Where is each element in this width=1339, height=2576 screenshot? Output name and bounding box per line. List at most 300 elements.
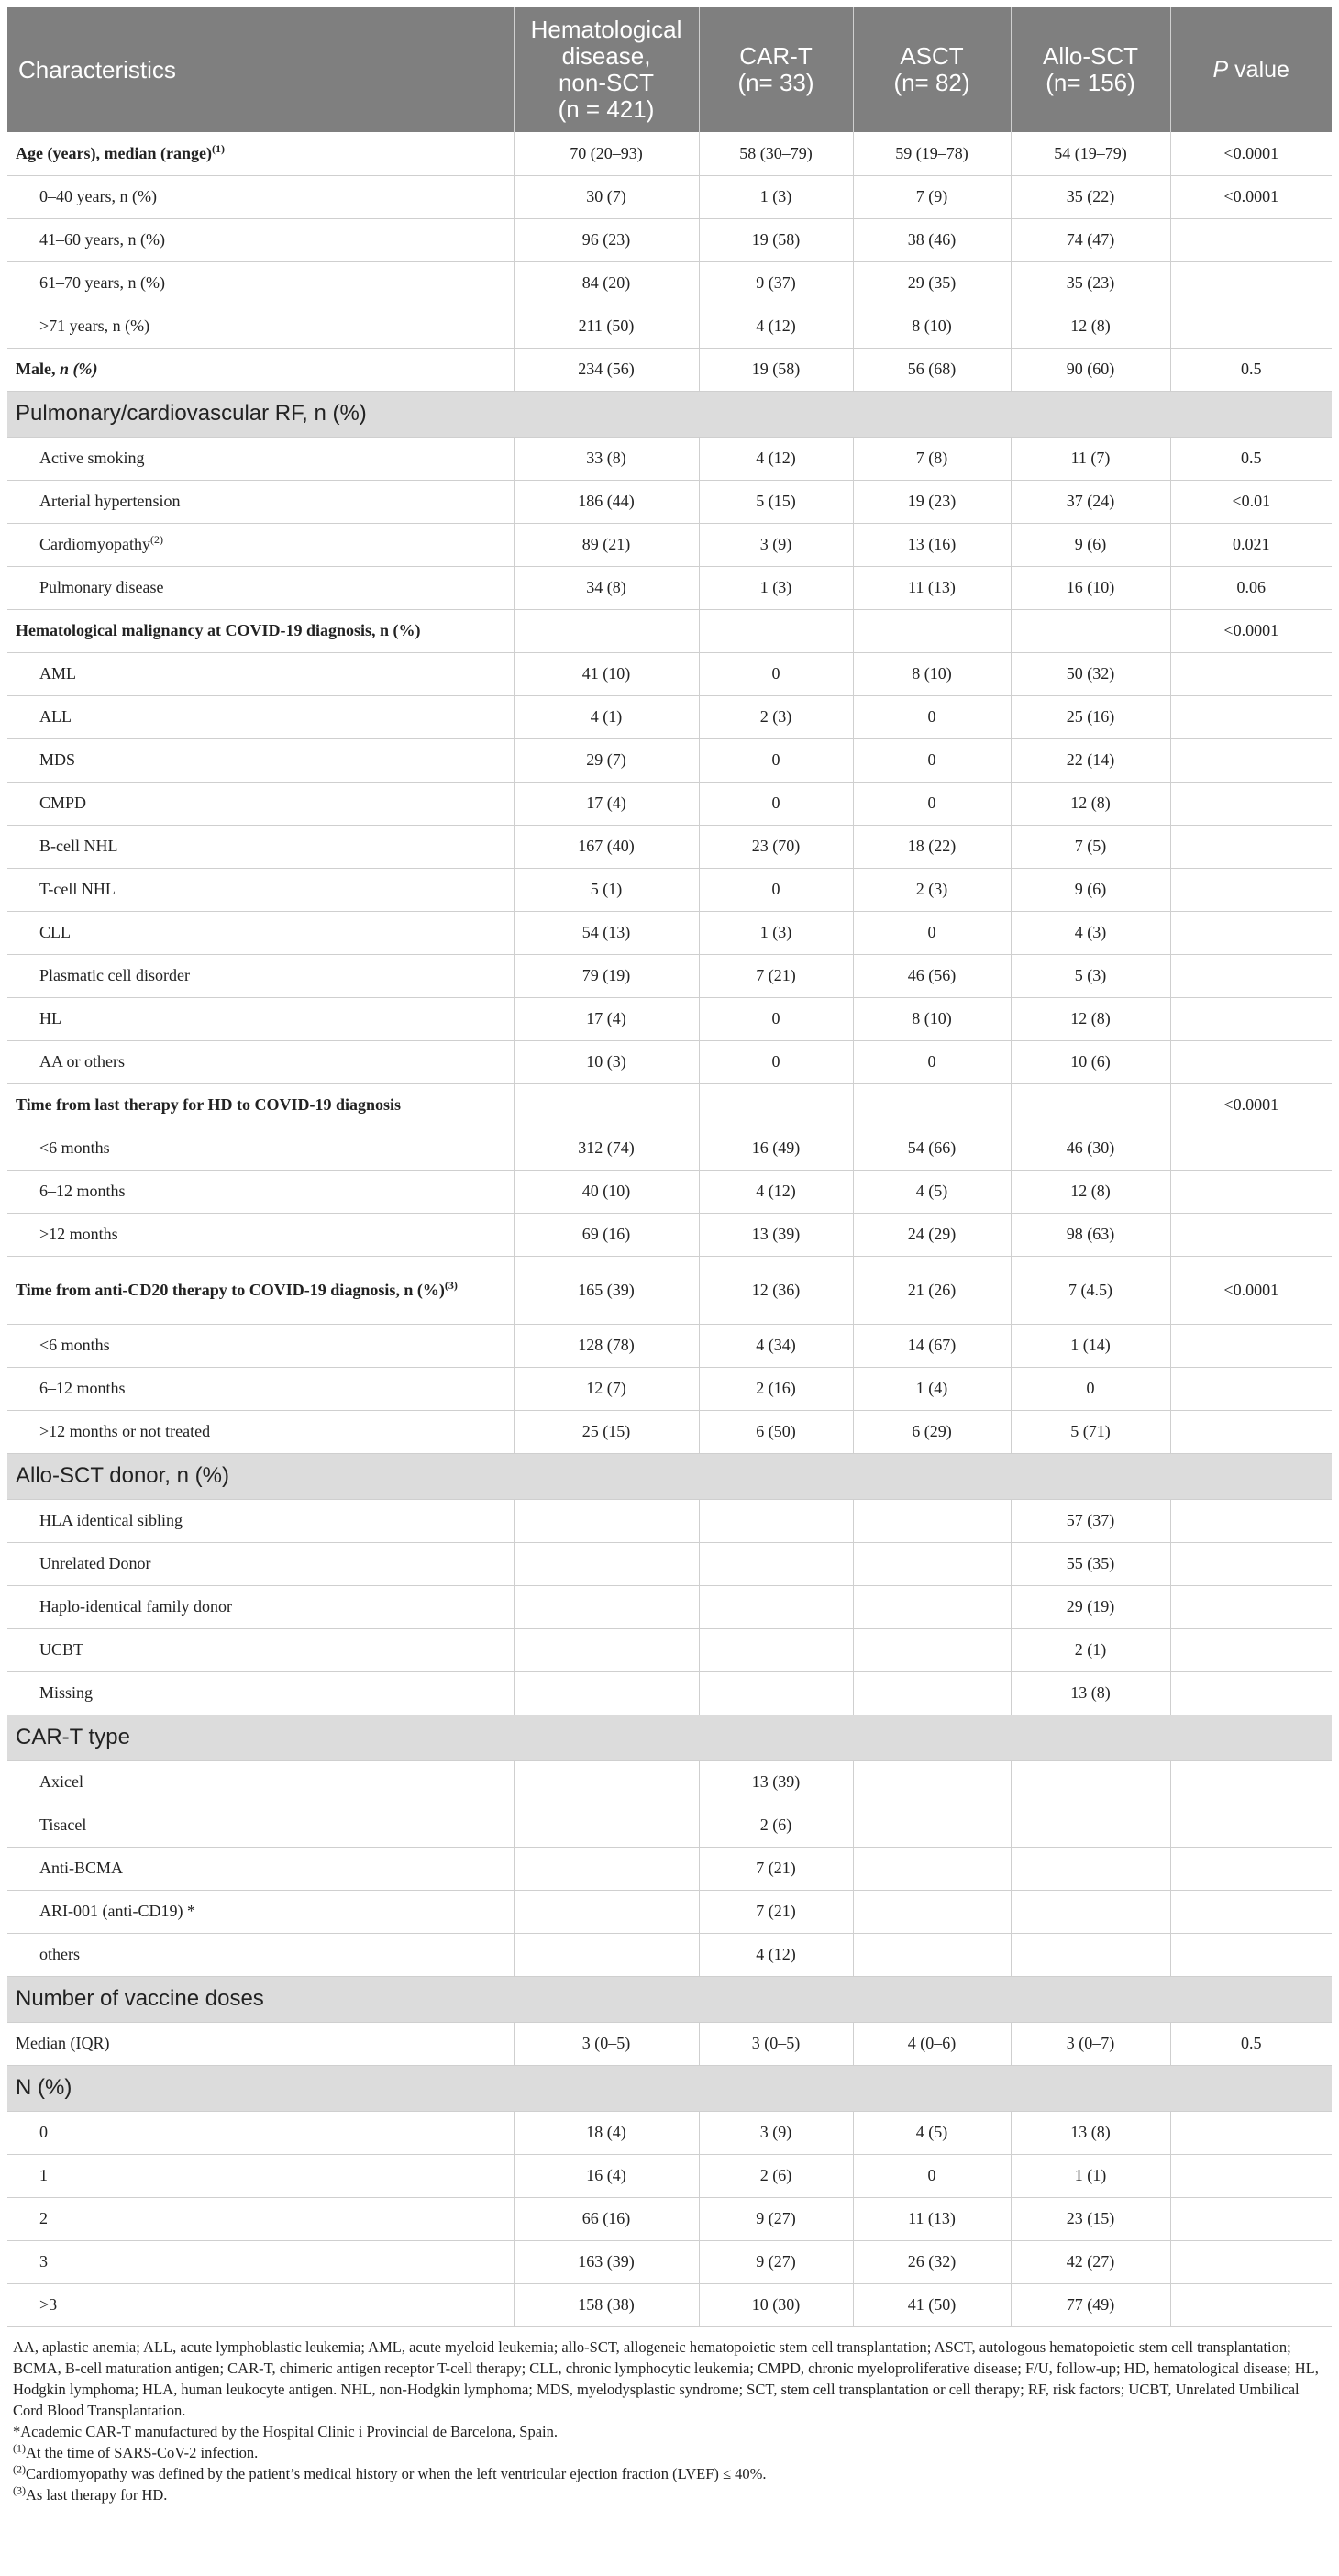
row-label-text: <6 months xyxy=(39,1138,110,1157)
cell-asct: 4 (5) xyxy=(853,1170,1011,1213)
table-row xyxy=(7,1213,1332,1256)
cell-asct xyxy=(853,1671,1011,1715)
row-label xyxy=(7,1127,514,1170)
footnote-3 xyxy=(13,2484,1326,2505)
cell-asct: 0 xyxy=(853,911,1011,954)
cell-allo-sct: 35 (23) xyxy=(1011,261,1170,305)
cell-allo-sct: 77 (49) xyxy=(1011,2283,1170,2326)
header-allo-line: (n= 156) xyxy=(1046,69,1135,96)
cell-non-sct: 69 (16) xyxy=(514,1213,699,1256)
row-label-text: CMPD xyxy=(39,794,87,812)
row-label xyxy=(7,2154,514,2197)
header-non-sct-line: (n = 421) xyxy=(558,95,655,123)
cell-cart: 5 (15) xyxy=(699,480,853,523)
cell-p-value: 0.5 xyxy=(1170,2022,1332,2065)
cell-cart: 9 (27) xyxy=(699,2240,853,2283)
table-header xyxy=(7,7,1332,132)
cell-cart: 9 (37) xyxy=(699,261,853,305)
header-p-rest: value xyxy=(1228,56,1289,83)
cell-asct: 11 (13) xyxy=(853,2197,1011,2240)
row-label xyxy=(7,1367,514,1410)
row-label xyxy=(7,1410,514,1453)
cell-allo-sct: 57 (37) xyxy=(1011,1499,1170,1542)
table-row xyxy=(7,1760,1332,1804)
row-label xyxy=(7,1804,514,1847)
cell-cart: 4 (12) xyxy=(699,1933,853,1976)
cell-p-value: <0.0001 xyxy=(1170,1256,1332,1324)
cell-p-value: 0.5 xyxy=(1170,437,1332,480)
cell-allo-sct xyxy=(1011,609,1170,652)
cell-p-value xyxy=(1170,1933,1332,1976)
cell-allo-sct xyxy=(1011,1760,1170,1804)
cell-allo-sct: 9 (6) xyxy=(1011,868,1170,911)
cell-p-value xyxy=(1170,868,1332,911)
table-row xyxy=(7,2111,1332,2154)
row-label xyxy=(7,1671,514,1715)
cell-p-value xyxy=(1170,652,1332,695)
row-label-text: T-cell NHL xyxy=(39,880,116,898)
cell-p-value xyxy=(1170,1804,1332,1847)
cell-non-sct xyxy=(514,1671,699,1715)
cell-non-sct xyxy=(514,1499,699,1542)
header-non-sct-line: non-SCT xyxy=(558,69,655,96)
cell-p-value: <0.0001 xyxy=(1170,609,1332,652)
row-label xyxy=(7,2283,514,2326)
cell-allo-sct: 42 (27) xyxy=(1011,2240,1170,2283)
row-label xyxy=(7,1499,514,1542)
cell-asct xyxy=(853,609,1011,652)
row-label xyxy=(7,348,514,391)
row-label-text: Axicel xyxy=(39,1772,83,1791)
cell-non-sct: 12 (7) xyxy=(514,1367,699,1410)
section-header-label: N (%) xyxy=(7,2065,1332,2111)
row-label xyxy=(7,911,514,954)
cell-allo-sct: 11 (7) xyxy=(1011,437,1170,480)
cell-non-sct: 312 (74) xyxy=(514,1127,699,1170)
cell-non-sct: 96 (23) xyxy=(514,218,699,261)
cell-p-value xyxy=(1170,1170,1332,1213)
cell-cart: 1 (3) xyxy=(699,175,853,218)
row-label xyxy=(7,782,514,825)
cell-non-sct xyxy=(514,1847,699,1890)
cell-cart: 7 (21) xyxy=(699,954,853,997)
characteristics-table xyxy=(7,7,1332,2327)
row-label-text: HLA identical sibling xyxy=(39,1511,183,1529)
cell-asct: 4 (0–6) xyxy=(853,2022,1011,2065)
row-label-text: >71 years, n (%) xyxy=(39,316,150,335)
cell-p-value: <0.0001 xyxy=(1170,132,1332,175)
row-label-text: MDS xyxy=(39,750,76,769)
row-label-text: Pulmonary disease xyxy=(39,578,164,596)
cell-allo-sct xyxy=(1011,1890,1170,1933)
cell-allo-sct: 1 (14) xyxy=(1011,1324,1170,1367)
cell-cart: 12 (36) xyxy=(699,1256,853,1324)
row-label-text: 0 xyxy=(39,2123,48,2141)
table-footnotes xyxy=(7,2327,1332,2505)
cell-cart: 16 (49) xyxy=(699,1127,853,1170)
cell-allo-sct: 50 (32) xyxy=(1011,652,1170,695)
table-row xyxy=(7,1499,1332,1542)
cell-non-sct: 29 (7) xyxy=(514,738,699,782)
footnote-abbreviations: AA, aplastic anemia; ALL, acute lymphoblastic leukemia; AML, acute myeloid leukemia; allo-SCT, allogeneic hematopoietic stem cell transplantation; ASCT, autologous hematopoietic stem cell transplantation; BCMA, B-cell maturation antigen; CAR-T, chimeric antigen receptor T-cell therapy; CLL, chronic lymphocytic leukemia; CMPD, chronic myeloproliferative disease; F/U, follow-up; HD, hematological disease; HL, Hodgkin lymphoma; HLA, human leukocyte antigen. NHL, non-Hodgkin lymphoma; MDS, myelodysplastic syndrome; SCT, stem cell transplantation or cell therapy; RF, risk factors; UCBT, Unrelated Umbilical Cord Blood Transplantation. xyxy=(13,2337,1319,2419)
cell-cart xyxy=(699,1542,853,1585)
row-label-footnote-mark: (3) xyxy=(444,1279,458,1292)
cell-cart: 7 (21) xyxy=(699,1890,853,1933)
footnote-3-mark: (3) xyxy=(13,2483,26,2496)
cell-p-value xyxy=(1170,2111,1332,2154)
row-label-text: Arterial hypertension xyxy=(39,492,181,510)
row-label xyxy=(7,1760,514,1804)
table-row xyxy=(7,782,1332,825)
row-label xyxy=(7,1256,514,1324)
footnote-star: *Academic CAR-T manufactured by the Hospital Clinic i Provincial de Barcelona, Spain. xyxy=(13,2422,558,2440)
row-label-text: Haplo-identical family donor xyxy=(39,1597,232,1616)
row-label xyxy=(7,1213,514,1256)
cell-allo-sct: 54 (19–79) xyxy=(1011,132,1170,175)
cell-cart: 3 (0–5) xyxy=(699,2022,853,2065)
row-label-text: Median (IQR) xyxy=(16,2034,110,2052)
table-row xyxy=(7,1127,1332,1170)
section-header-row xyxy=(7,1976,1332,2022)
cell-allo-sct: 29 (19) xyxy=(1011,1585,1170,1628)
cell-p-value xyxy=(1170,1847,1332,1890)
row-label-text: Unrelated Donor xyxy=(39,1554,151,1572)
cell-p-value xyxy=(1170,1671,1332,1715)
row-label xyxy=(7,1890,514,1933)
cell-p-value: <0.01 xyxy=(1170,480,1332,523)
cell-non-sct: 33 (8) xyxy=(514,437,699,480)
cell-cart: 19 (58) xyxy=(699,218,853,261)
cell-p-value xyxy=(1170,2197,1332,2240)
row-label-text: 61–70 years, n (%) xyxy=(39,273,165,292)
cell-non-sct: 165 (39) xyxy=(514,1256,699,1324)
row-label-text: Tisacel xyxy=(39,1815,87,1834)
footnote-1 xyxy=(13,2442,1326,2463)
cell-allo-sct: 12 (8) xyxy=(1011,782,1170,825)
table-row xyxy=(7,954,1332,997)
table-row xyxy=(7,1324,1332,1367)
row-label-text: ARI-001 (anti-CD19) * xyxy=(39,1902,195,1920)
row-label xyxy=(7,1083,514,1127)
cell-allo-sct: 13 (8) xyxy=(1011,1671,1170,1715)
cell-allo-sct: 3 (0–7) xyxy=(1011,2022,1170,2065)
cell-allo-sct: 2 (1) xyxy=(1011,1628,1170,1671)
footnote-2-text: Cardiomyopathy was defined by the patient’s medical history or when the left ventricular ejection fraction (LVEF) ≤ 40%. xyxy=(26,2464,767,2482)
cell-asct: 0 xyxy=(853,2154,1011,2197)
cell-p-value xyxy=(1170,1213,1332,1256)
cell-allo-sct: 35 (22) xyxy=(1011,175,1170,218)
row-label-text: Missing xyxy=(39,1683,94,1702)
row-label-text: CLL xyxy=(39,923,71,941)
cell-p-value xyxy=(1170,1324,1332,1367)
cell-asct: 38 (46) xyxy=(853,218,1011,261)
cell-non-sct: 16 (4) xyxy=(514,2154,699,2197)
cell-p-value xyxy=(1170,1367,1332,1410)
section-header-label: Pulmonary/cardiovascular RF, n (%) xyxy=(7,391,1332,437)
cell-cart: 10 (30) xyxy=(699,2283,853,2326)
row-label xyxy=(7,523,514,566)
row-label-text: UCBT xyxy=(39,1640,84,1659)
table-container xyxy=(7,7,1332,2505)
cell-asct: 59 (19–78) xyxy=(853,132,1011,175)
cell-allo-sct: 25 (16) xyxy=(1011,695,1170,738)
cell-non-sct: 40 (10) xyxy=(514,1170,699,1213)
cell-p-value xyxy=(1170,911,1332,954)
cell-allo-sct: 46 (30) xyxy=(1011,1127,1170,1170)
cell-p-value xyxy=(1170,1040,1332,1083)
row-label xyxy=(7,954,514,997)
cell-allo-sct: 13 (8) xyxy=(1011,2111,1170,2154)
row-label xyxy=(7,566,514,609)
header-p-value xyxy=(1170,7,1332,132)
row-label-text: HL xyxy=(39,1009,61,1027)
cell-asct xyxy=(853,1933,1011,1976)
footnote-3-text: As last therapy for HD. xyxy=(26,2485,168,2504)
table-row xyxy=(7,261,1332,305)
table-row xyxy=(7,1542,1332,1585)
cell-cart: 6 (50) xyxy=(699,1410,853,1453)
cell-asct xyxy=(853,1628,1011,1671)
section-header-row xyxy=(7,1453,1332,1499)
cell-allo-sct: 5 (3) xyxy=(1011,954,1170,997)
cell-p-value xyxy=(1170,218,1332,261)
cell-p-value xyxy=(1170,1410,1332,1453)
cell-cart: 0 xyxy=(699,868,853,911)
row-label xyxy=(7,261,514,305)
row-label xyxy=(7,738,514,782)
row-label-text: 6–12 months xyxy=(39,1182,126,1200)
cell-non-sct: 70 (20–93) xyxy=(514,132,699,175)
cell-cart: 2 (16) xyxy=(699,1367,853,1410)
row-label xyxy=(7,652,514,695)
row-label xyxy=(7,997,514,1040)
cell-allo-sct: 10 (6) xyxy=(1011,1040,1170,1083)
table-row xyxy=(7,911,1332,954)
cell-asct: 54 (66) xyxy=(853,1127,1011,1170)
row-label-text: Anti-BCMA xyxy=(39,1859,124,1877)
table-body xyxy=(7,132,1332,2326)
row-label xyxy=(7,2197,514,2240)
table-row xyxy=(7,1890,1332,1933)
header-cart xyxy=(699,7,853,132)
cell-asct: 8 (10) xyxy=(853,997,1011,1040)
cell-p-value xyxy=(1170,782,1332,825)
row-label-text: 3 xyxy=(39,2252,48,2271)
cell-asct: 56 (68) xyxy=(853,348,1011,391)
row-label-text: 2 xyxy=(39,2209,48,2227)
cell-p-value: 0.5 xyxy=(1170,348,1332,391)
cell-asct: 7 (9) xyxy=(853,175,1011,218)
cell-allo-sct: 12 (8) xyxy=(1011,997,1170,1040)
cell-asct: 2 (3) xyxy=(853,868,1011,911)
cell-cart xyxy=(699,1083,853,1127)
row-label-text: >12 months or not treated xyxy=(39,1422,211,1440)
cell-non-sct: 3 (0–5) xyxy=(514,2022,699,2065)
table-row xyxy=(7,1671,1332,1715)
header-characteristics: Characteristics xyxy=(7,7,514,132)
cell-cart: 1 (3) xyxy=(699,566,853,609)
table-row xyxy=(7,2022,1332,2065)
cell-allo-sct: 98 (63) xyxy=(1011,1213,1170,1256)
header-non-sct xyxy=(514,7,699,132)
table-row xyxy=(7,2197,1332,2240)
table-row xyxy=(7,1256,1332,1324)
cell-p-value xyxy=(1170,1499,1332,1542)
cell-asct: 29 (35) xyxy=(853,261,1011,305)
table-row xyxy=(7,218,1332,261)
table-row xyxy=(7,480,1332,523)
cell-p-value xyxy=(1170,1542,1332,1585)
cell-cart: 1 (3) xyxy=(699,911,853,954)
row-label xyxy=(7,2240,514,2283)
row-label xyxy=(7,825,514,868)
cell-p-value: 0.06 xyxy=(1170,566,1332,609)
header-non-sct-line: disease, xyxy=(561,42,651,70)
row-label-italic: n (%) xyxy=(59,360,98,378)
cell-non-sct: 4 (1) xyxy=(514,695,699,738)
table-row xyxy=(7,1170,1332,1213)
cell-allo-sct xyxy=(1011,1083,1170,1127)
cell-p-value: <0.0001 xyxy=(1170,1083,1332,1127)
cell-allo-sct: 1 (1) xyxy=(1011,2154,1170,2197)
cell-allo-sct xyxy=(1011,1933,1170,1976)
cell-allo-sct: 5 (71) xyxy=(1011,1410,1170,1453)
cell-cart: 4 (12) xyxy=(699,305,853,348)
cell-p-value xyxy=(1170,1127,1332,1170)
cell-allo-sct: 74 (47) xyxy=(1011,218,1170,261)
table-row xyxy=(7,305,1332,348)
row-label-text: Cardiomyopathy xyxy=(39,535,150,553)
cell-cart: 2 (6) xyxy=(699,1804,853,1847)
cell-non-sct: 10 (3) xyxy=(514,1040,699,1083)
cell-non-sct: 163 (39) xyxy=(514,2240,699,2283)
cell-p-value: <0.0001 xyxy=(1170,175,1332,218)
cell-asct: 19 (23) xyxy=(853,480,1011,523)
header-allo-line: Allo-SCT xyxy=(1042,42,1138,70)
cell-non-sct: 79 (19) xyxy=(514,954,699,997)
row-label-text: ALL xyxy=(39,707,72,726)
cell-asct: 24 (29) xyxy=(853,1213,1011,1256)
row-label-text: >3 xyxy=(39,2295,58,2314)
row-label-text: 1 xyxy=(39,2166,48,2184)
row-label-footnote-mark: (2) xyxy=(149,533,163,546)
row-label-text: <6 months xyxy=(39,1336,110,1354)
cell-cart: 2 (3) xyxy=(699,695,853,738)
cell-non-sct xyxy=(514,1628,699,1671)
cell-asct: 18 (22) xyxy=(853,825,1011,868)
cell-p-value xyxy=(1170,2240,1332,2283)
cell-non-sct xyxy=(514,1083,699,1127)
cell-cart: 9 (27) xyxy=(699,2197,853,2240)
cell-allo-sct xyxy=(1011,1804,1170,1847)
cell-non-sct: 211 (50) xyxy=(514,305,699,348)
row-label-text: Hematological malignancy at COVID-19 diagnosis, n (%) xyxy=(16,621,421,639)
cell-non-sct: 84 (20) xyxy=(514,261,699,305)
cell-cart: 2 (6) xyxy=(699,2154,853,2197)
cell-non-sct xyxy=(514,1890,699,1933)
cell-asct: 6 (29) xyxy=(853,1410,1011,1453)
cell-allo-sct xyxy=(1011,1847,1170,1890)
cell-non-sct: 89 (21) xyxy=(514,523,699,566)
row-label-text: others xyxy=(39,1945,80,1963)
table-row xyxy=(7,1804,1332,1847)
cell-asct xyxy=(853,1804,1011,1847)
cell-cart: 19 (58) xyxy=(699,348,853,391)
cell-asct xyxy=(853,1847,1011,1890)
header-asct xyxy=(853,7,1011,132)
cell-non-sct xyxy=(514,1585,699,1628)
cell-asct: 8 (10) xyxy=(853,305,1011,348)
table-row xyxy=(7,1040,1332,1083)
cell-asct: 11 (13) xyxy=(853,566,1011,609)
table-row xyxy=(7,132,1332,175)
cell-non-sct xyxy=(514,1542,699,1585)
row-label xyxy=(7,695,514,738)
row-label xyxy=(7,218,514,261)
cell-cart xyxy=(699,1585,853,1628)
section-header-row xyxy=(7,2065,1332,2111)
table-row xyxy=(7,1367,1332,1410)
cell-cart: 0 xyxy=(699,1040,853,1083)
table-row xyxy=(7,652,1332,695)
cell-allo-sct: 4 (3) xyxy=(1011,911,1170,954)
table-row xyxy=(7,437,1332,480)
table-row xyxy=(7,523,1332,566)
cell-non-sct: 158 (38) xyxy=(514,2283,699,2326)
cell-asct: 0 xyxy=(853,782,1011,825)
cell-p-value xyxy=(1170,2283,1332,2326)
section-header-label: Number of vaccine doses xyxy=(7,1976,1332,2022)
row-label-text: >12 months xyxy=(39,1225,118,1243)
row-label xyxy=(7,1847,514,1890)
cell-asct: 13 (16) xyxy=(853,523,1011,566)
row-label xyxy=(7,1040,514,1083)
cell-cart xyxy=(699,1628,853,1671)
footnote-2 xyxy=(13,2463,1326,2484)
row-label xyxy=(7,132,514,175)
table-row xyxy=(7,738,1332,782)
cell-p-value xyxy=(1170,1585,1332,1628)
cell-non-sct: 25 (15) xyxy=(514,1410,699,1453)
table-row xyxy=(7,1933,1332,1976)
row-label-text: Plasmatic cell disorder xyxy=(39,966,190,984)
cell-cart xyxy=(699,1671,853,1715)
cell-asct xyxy=(853,1760,1011,1804)
cell-p-value xyxy=(1170,1890,1332,1933)
table-row xyxy=(7,2240,1332,2283)
row-label xyxy=(7,480,514,523)
row-label-text: Age (years), median (range) xyxy=(16,143,212,162)
cell-non-sct: 34 (8) xyxy=(514,566,699,609)
footnote-1-text: At the time of SARS-CoV-2 infection. xyxy=(26,2443,259,2461)
row-label xyxy=(7,1933,514,1976)
table-row xyxy=(7,997,1332,1040)
header-cart-line: (n= 33) xyxy=(737,69,814,96)
header-asct-line: ASCT xyxy=(900,42,964,70)
cell-cart: 0 xyxy=(699,782,853,825)
cell-asct: 0 xyxy=(853,738,1011,782)
row-label-text: Active smoking xyxy=(39,449,145,467)
cell-asct: 14 (67) xyxy=(853,1324,1011,1367)
row-label xyxy=(7,2022,514,2065)
cell-cart: 58 (30–79) xyxy=(699,132,853,175)
table-row xyxy=(7,566,1332,609)
section-header-row xyxy=(7,1715,1332,1760)
cell-allo-sct: 16 (10) xyxy=(1011,566,1170,609)
cell-asct: 26 (32) xyxy=(853,2240,1011,2283)
row-label-text: 6–12 months xyxy=(39,1379,126,1397)
row-label xyxy=(7,305,514,348)
